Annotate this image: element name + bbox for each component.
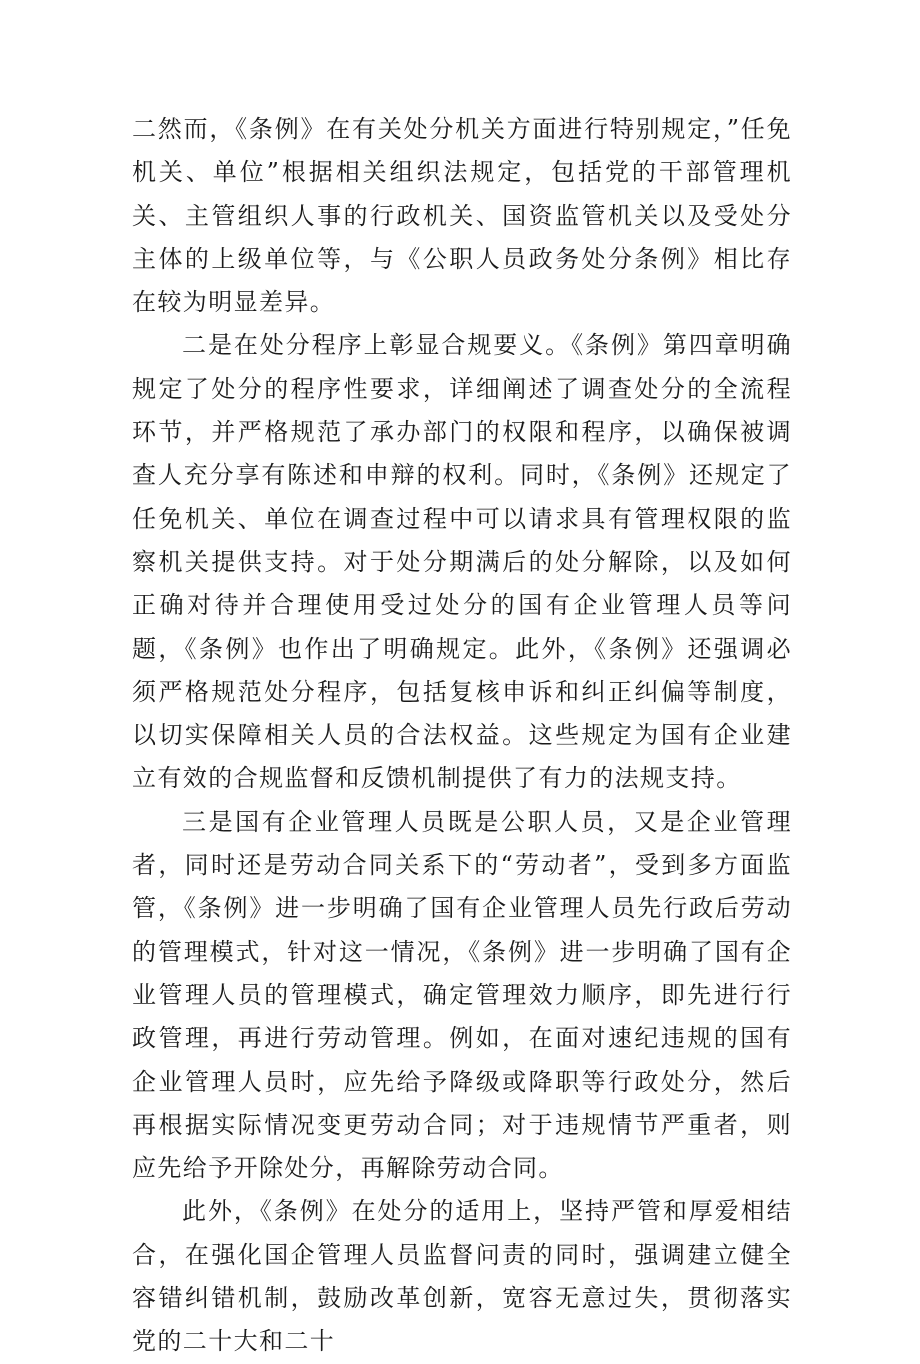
document-page	[132, 108, 792, 1364]
paragraph-penalty-procedure: 二是在处分程序上彰显合规要义。《条例》第四章明确规定了处分的程序性要求，详细阐述了调查处分的全流程环节，并严格规范了承办部门的权限和程序，以确保被调查人充分享有陈述和申辩的权利。同时，《条例》还规定了任免机关、单位在调查过程中可以请求具有管理权限的监察机关提供支持。对于处分期满后的处分解除，以及如何正确对待并合理使用受过处分的国有企业管理人员等问题，《条例》也作出了明确规定。此外，《条例》还强调必须严格规范处分程序，包括复核申诉和纠正纠偏等制度，以切实保障相关人员的合法权益。这些规定为国有企业建立有效的合规监督和反馈机制提供了有力的法规支持。	[132, 331, 792, 793]
paragraph-penalty-authority: 二然而，《条例》在有关处分机关方面进行特别规定，”任免机关、单位”根据相关组织法规定，包括党的干部管理机关、主管组织人事的行政机关、国资监管机关以及受处分主体的上级单位等，与《公职人员政务处分条例》相比存在较为明显差异。	[132, 115, 792, 317]
paragraph-strict-and-care: 此外，《条例》在处分的适用上，坚持严管和厚爱相结合，在强化国企管理人员监督问责的同时，强调建立健全容错纠错机制，鼓励改革创新，宽容无意过失，贯彻落实党的二十大和二十	[132, 1197, 792, 1356]
paragraph-management-mode: 三是国有企业管理人员既是公职人员，又是企业管理者，同时还是劳动合同关系下的“劳动者”，受到多方面监管，《条例》进一步明确了国有企业管理人员先行政后劳动的管理模式，针对这一情况，《条例》进一步明确了国有企业管理人员的管理模式，确定管理效力顺序，即先进行行政管理，再进行劳动管理。例如，在面对速纪违规的国有企业管理人员时，应先给予降级或降职等行政处分，然后再根据实际情况变更劳动合同；对于违规情节严重者，则应先给予开除处分，再解除劳动合同。	[132, 807, 792, 1183]
